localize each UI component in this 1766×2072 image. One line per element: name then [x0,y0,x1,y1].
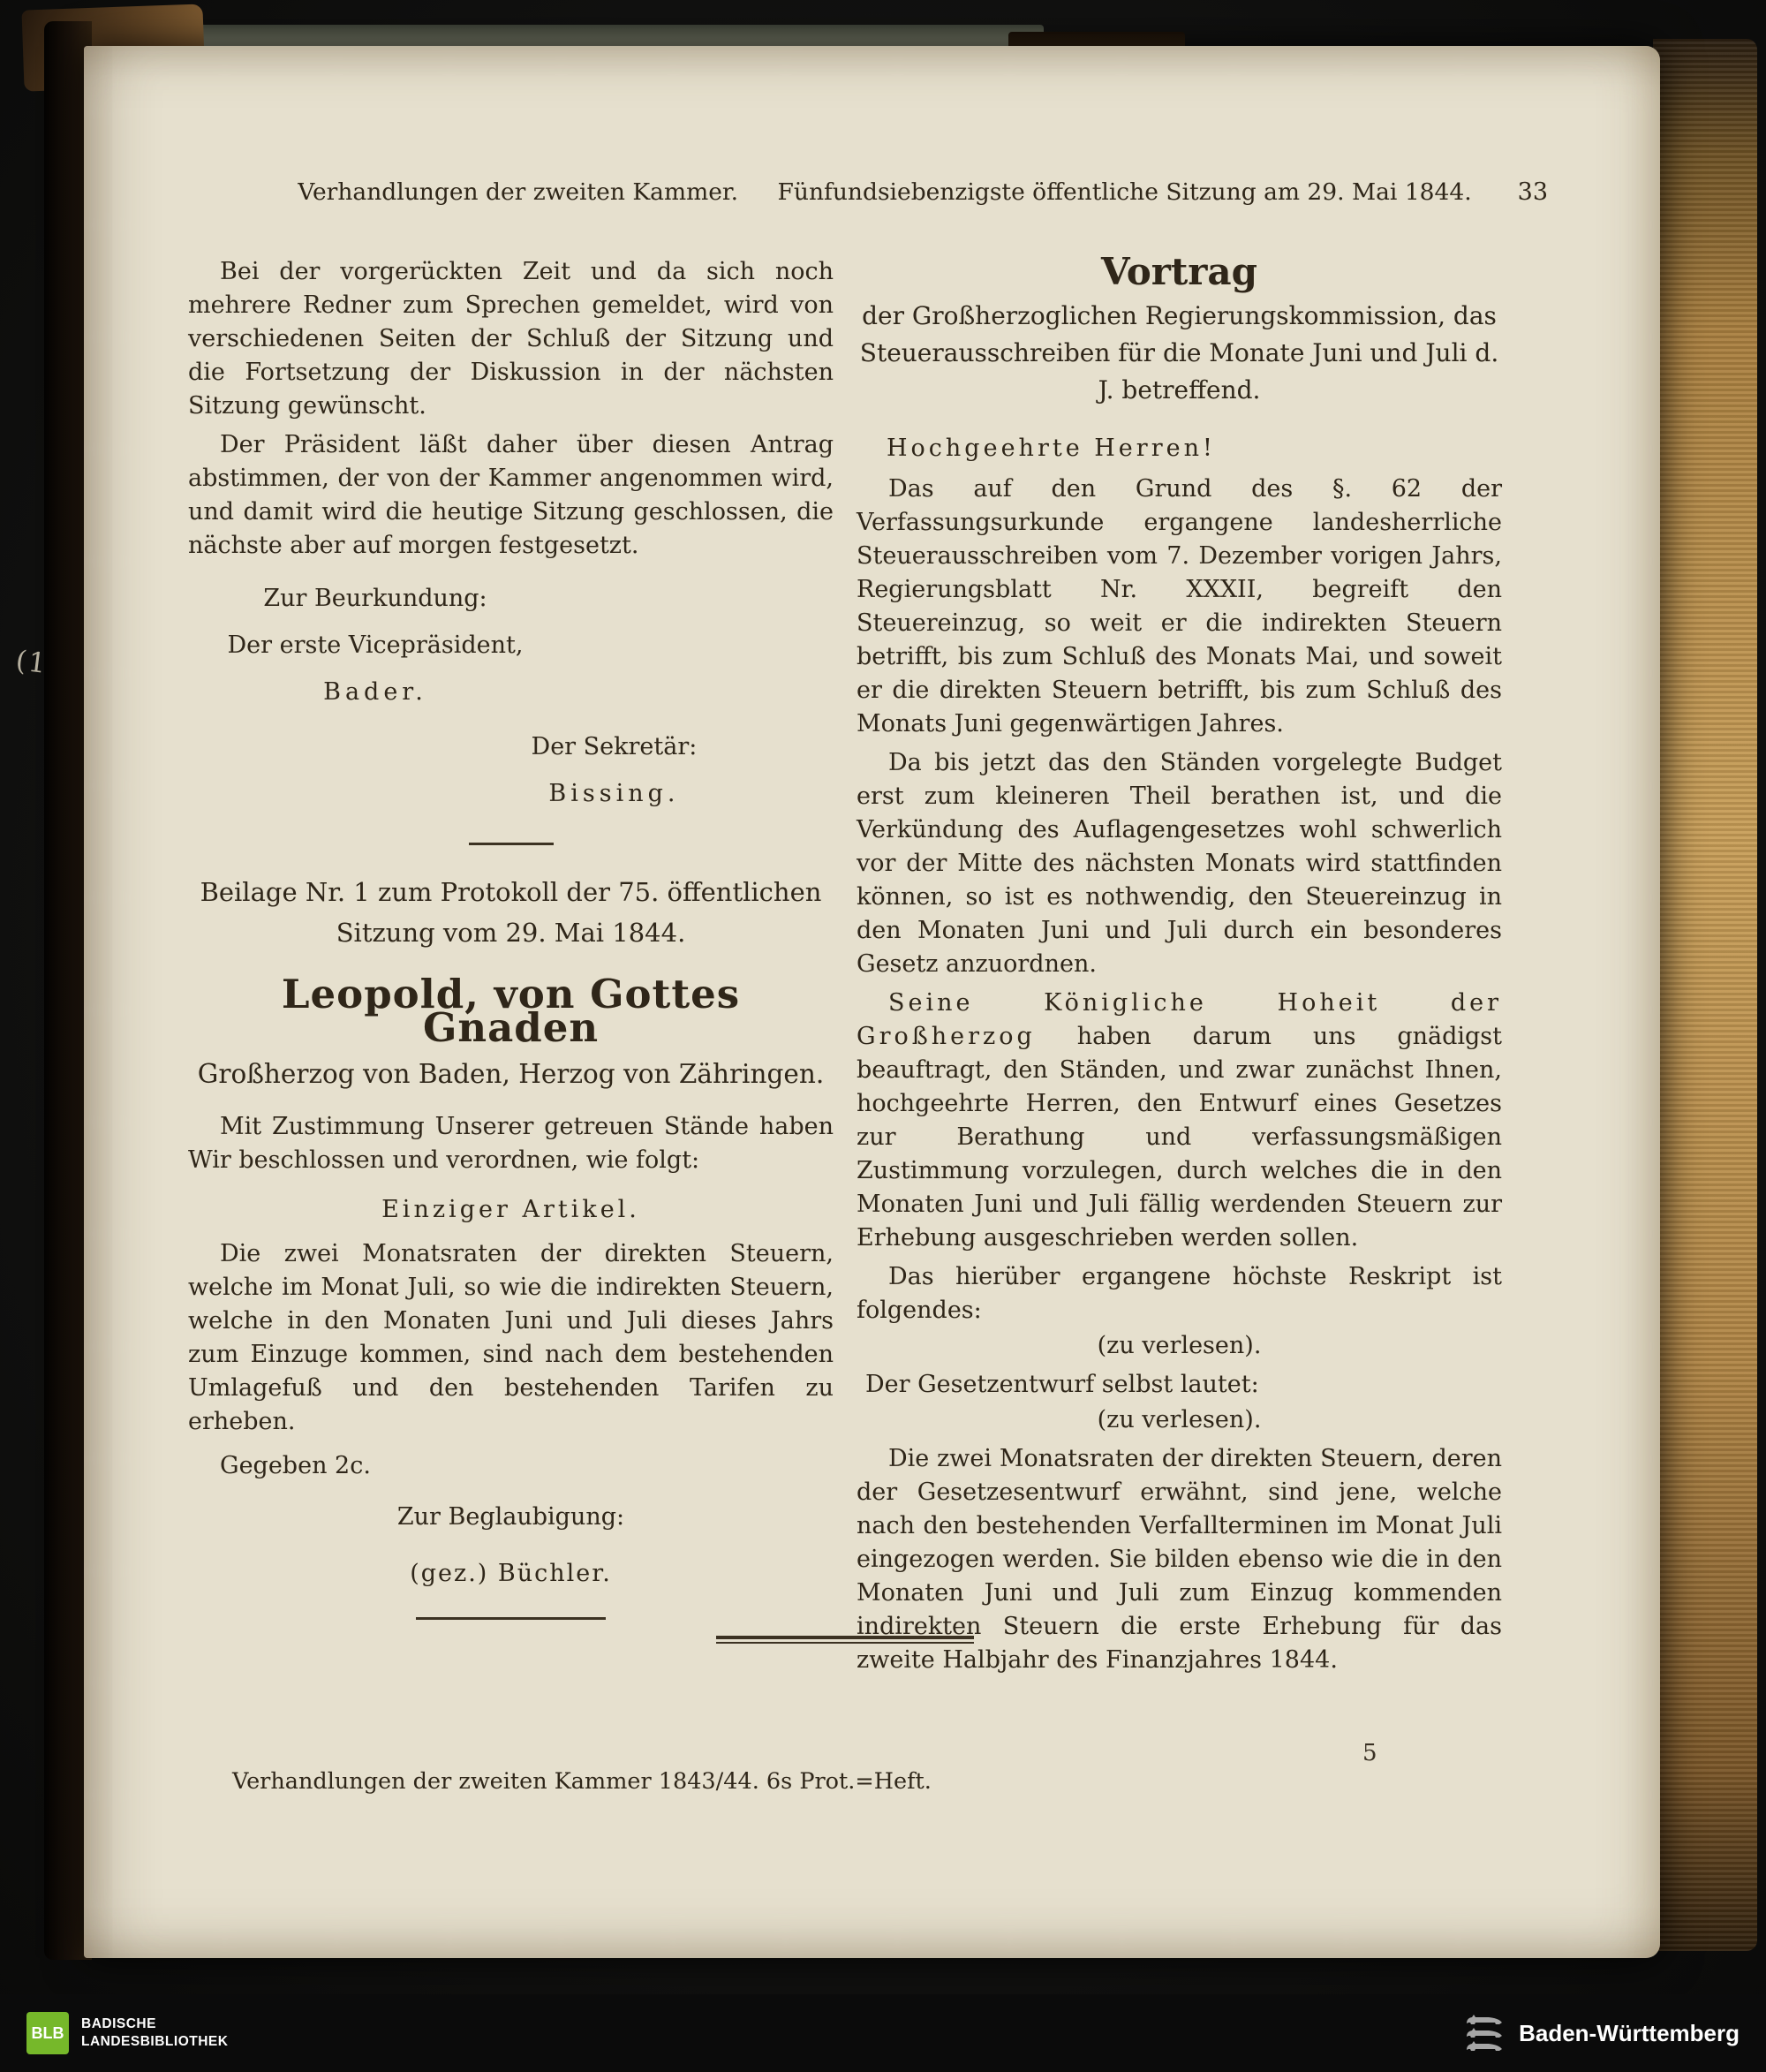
library-name [81,2015,228,2051]
right-column [857,250,1502,1683]
report-subtitle: der Großherzoglichen Regierungskommission, das Steuerausschreiben für die Monate Juni und Juli d. J. betreffend. [859,301,1499,405]
library-name-line2: LANDESBIBLIOTHEK [81,2034,229,2049]
left-column [188,255,834,1683]
decree-intro: Mit Zustimmung Unserer getreuen Stände haben Wir beschlossen und verordnen, wie folgt: [188,1113,834,1174]
running-header-left: Verhandlungen der zweiten Kammer. [298,178,739,206]
report-paragraph-4: Die zwei Monatsraten der direkten Steuern, deren der Gesetzesentwurf erwähnt, sind jene, welche nach den bestehenden Verfallterminen im Monat Juli eingezogen werden. Sie bilden ebenso wie die in den Monaten Juni und Juli zum Einzug kommenden indirekten Steuern die erste Erhebung für das zweite Halbjahr des Finanzjahres 1844. [857,1445,1502,1674]
attestation-block [188,582,562,709]
sheet-signature-mark: 5 [1362,1740,1377,1766]
salutation: Hochgeehrte Herren! [887,435,1216,462]
bw-lions-icon [1464,2013,1505,2053]
state-name: Baden-Württemberg [1519,2019,1740,2046]
blb-logo-text: BLB [31,2023,64,2042]
printed-area [188,178,1548,1683]
separator-rule [469,843,554,845]
royal-reference: Seine Königliche Hoheit der Großherzog [857,989,1502,1050]
draft-line: Der Gesetzentwurf selbst lautet: [865,1371,1259,1398]
report-paragraph-3 [857,987,1502,1255]
paragraph-session-close-2: Der Präsident läßt daher über diesen Antrag abstimmen, der von der Kammer angenommen wird, und damit wird die heutige Sitzung geschlossen, die nächste aber auf morgen festgesetzt. [188,431,834,559]
given-line: Gegeben 2c. [220,1452,371,1479]
vice-president-name: Bader. [323,678,427,706]
rescript-line: Das hierüber ergangene höchste Reskript ist folgendes: [857,1263,1502,1324]
decree-subtitle: Großherzog von Baden, Herzog von Zähringen. [197,1059,825,1089]
baden-wuerttemberg-brand-link[interactable] [1464,2013,1740,2053]
blb-logo-icon[interactable] [26,2012,69,2054]
attestation-label: Zur Beurkundung: [263,585,487,612]
secretary-title: Der Sekretär: [531,733,698,760]
certification-signature: (gez.) Büchler. [410,1560,612,1587]
text-columns [188,250,1502,1683]
report-paragraph-3-rest: haben darum uns gnädigst beauftragt, den Ständen, und zwar zunächst Ihnen, hochgeehrte Herren, den Entwurf eines Gesetzes zur Berathung und verfassungsmäßigen Zustimmung vorzulegen, durch welches die in den Monaten Juni und Juli fällig werdenden Steuern zur Erhebung ausgeschrieben werden sollen. [857,1023,1502,1252]
library-footer-bar [0,1994,1766,2072]
decree-title: Leopold, von Gottes Gnaden [281,971,741,1051]
volume-imprint: Verhandlungen der zweiten Kammer 1843/44. 6s Prot.=Heft. [232,1768,932,1795]
page-stack-fore-edge [1653,39,1757,1951]
annex-heading: Beilage Nr. 1 zum Protokoll der 75. öffentlichen Sitzung vom 29. Mai 1844. [200,877,822,948]
article-heading: Einziger Artikel. [381,1196,640,1223]
library-name-line1: BADISCHE [81,2016,156,2031]
running-header-right: Fünfundsiebenzigste öffentliche Sitzung am 29. Mai 1844. [777,178,1472,206]
secretary-block [446,730,781,811]
vice-president-title: Der erste Vicepräsident, [227,631,524,659]
report-paragraph-2: Da bis jetzt das den Ständen vorgelegte Budget erst zum kleineren Theil berathen ist, und die Verkündung des Auflagengesetzes wohl schwerlich vor der Mitte des nächsten Monats wird stattfinden können, so ist es nothwendig, den Steuereinzug in den Monaten Juni und Juli durch ein besonderes Gesetz anzuordnen. [857,749,1502,978]
to-be-read-note-2: (zu verlesen). [1097,1406,1262,1433]
separator-rule [416,1617,606,1620]
handwritten-shelf-mark: (1 [13,644,49,681]
article-text: Die zwei Monatsraten der direkten Steuern, welche im Monat Juli, so wie die indirekten Steuern, welche in den Monaten Juni und Juli dieses Jahrs zum Einzuge kommen, sind nach dem bestehenden Umlagefuß und den bestehenden Tarifen zu erheben. [188,1240,834,1435]
to-be-read-note-1: (zu verlesen). [1097,1332,1262,1359]
page-number: 33 [1517,178,1548,206]
certification-label: Zur Beglaubigung: [396,1503,625,1531]
report-title: Vortrag [1101,250,1257,293]
scanned-page [84,46,1660,1958]
paragraph-session-close-1: Bei der vorgerückten Zeit und da sich noch mehrere Redner zum Sprechen gemeldet, wird von verschiedenen Seiten der Schluß der Sitzung und die Fortsetzung der Diskussion in der nächsten Sitzung gewünscht. [188,258,834,420]
running-header [188,178,1548,206]
report-paragraph-1: Das auf den Grund des §. 62 der Verfassungsurkunde ergangene landesherrliche Steuerausschreiben vom 7. Dezember vorigen Jahrs, Regierungsblatt Nr. XXXII, begreift den Steuereinzug, so weit er die indirekten Steuern betrifft, bis zum Schluß des Monats Mai, und soweit er die direkten Steuern betrifft, bis zum Schluß des Monats Juni gegenwärtigen Jahres. [857,475,1502,737]
blb-brand-link[interactable] [26,2012,228,2054]
secretary-name: Bissing. [548,780,680,807]
end-divider [716,1636,974,1644]
